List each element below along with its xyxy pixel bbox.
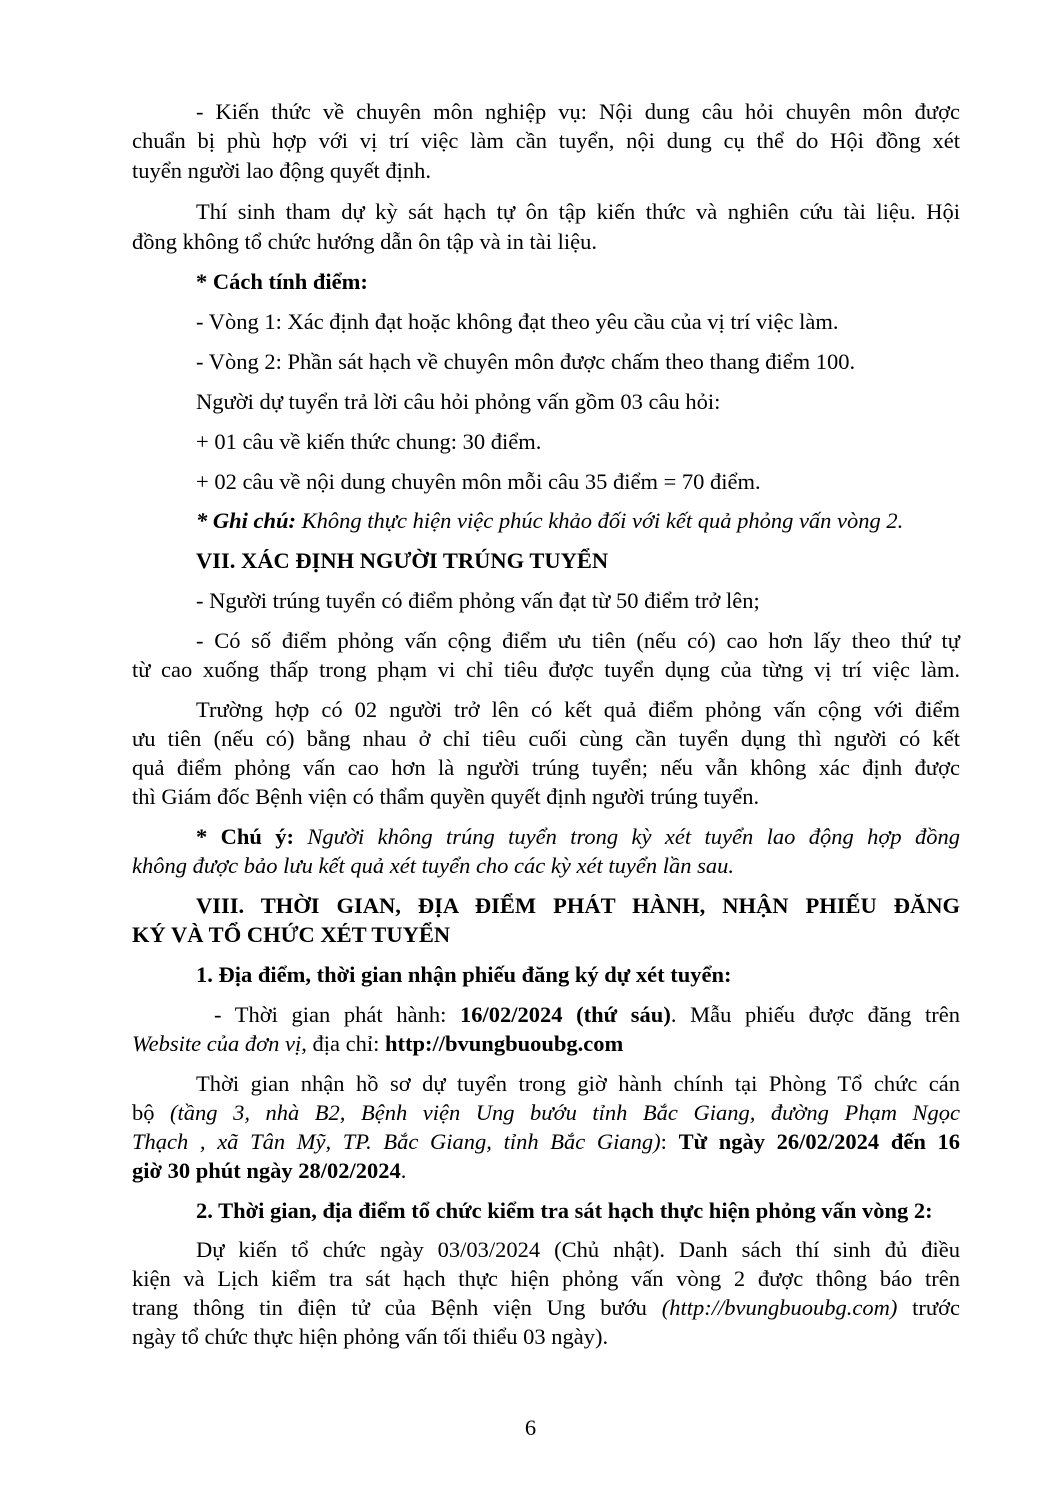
list-item: - Vòng 2: Phần sát hạch về chuyên môn được chấm theo thang điểm 100. — [196, 349, 856, 374]
deadline-text: Từ ngày 26/02/2024 đến 16 — [678, 1129, 960, 1154]
website-link[interactable]: http://bvungbuoubg.com — [385, 1031, 624, 1056]
paragraph-line: đồng không tổ chức hướng dẫn ôn tập và in tài liệu. — [132, 229, 597, 254]
attention-line: không được bảo lưu kết quả xét tuyển cho các kỳ xét tuyển lần sau. — [132, 853, 734, 878]
list-item: - Người trúng tuyển có điểm phỏng vấn đạt từ 50 điểm trở lên; — [196, 588, 760, 613]
website-link[interactable]: (http://bvungbuoubg.com) — [661, 1295, 898, 1320]
subsection-heading: 2. Thời gian, địa điểm tổ chức kiểm tra sát hạch thực hiện phỏng vấn vòng 2: — [196, 1198, 933, 1223]
list-item: - Có số điểm phỏng vấn cộng điểm ưu tiên (nếu có) cao hơn lấy theo thứ tự — [196, 628, 960, 653]
paragraph-line — [214, 1001, 960, 1030]
page-number: 6 — [524, 1415, 537, 1440]
text-run: : — [660, 1129, 679, 1154]
paragraph-line — [132, 1030, 623, 1059]
paragraph-line: chuẩn bị phù hợp với vị trí việc làm cần tuyển, nội dung cụ thể do Hội đồng xét — [132, 128, 960, 153]
paragraph-line: kiện và Lịch kiểm tra sát hạch thực hiện phỏng vấn vòng 2 được thông báo trên — [132, 1266, 960, 1291]
text-run: . — [400, 1158, 407, 1183]
paragraph-line: Trường hợp có 02 người trở lên có kết quả điểm phỏng vấn cộng với điểm — [196, 697, 960, 722]
paragraph-line: từ cao xuống thấp trong phạm vi chỉ tiêu được tuyển dụng của từng vị trí việc làm. — [132, 657, 960, 682]
section-subheading: * Cách tính điểm: — [196, 269, 368, 294]
attention-line — [196, 823, 960, 852]
paragraph-line: Người dự tuyển trả lời câu hỏi phỏng vấn gồm 03 câu hỏi: — [196, 389, 721, 414]
section-heading: KÝ VÀ TỔ CHỨC XÉT TUYỂN — [132, 922, 451, 947]
attention-label: * Chú ý: — [196, 824, 295, 849]
section-heading: VII. XÁC ĐỊNH NGƯỜI TRÚNG TUYỂN — [196, 548, 609, 573]
paragraph-line: Thời gian nhận hồ sơ dự tuyển trong giờ hành chính tại Phòng Tổ chức cán — [196, 1071, 960, 1096]
deadline-text: giờ 30 phút ngày 28/02/2024 — [132, 1158, 401, 1183]
paragraph-line — [132, 1294, 960, 1323]
paragraph-line: thì Giám đốc Bệnh viện có thẩm quyền quyết định người trúng tuyển. — [132, 784, 760, 809]
text-run: Website của đơn vị — [132, 1031, 302, 1056]
list-item: + 02 câu về nội dung chuyên môn mỗi câu 35 điểm = 70 điểm. — [196, 469, 761, 494]
text-run: trước — [897, 1295, 961, 1320]
text-run: . Mẫu phiếu được đăng trên — [670, 1002, 960, 1027]
subsection-heading: 1. Địa điểm, thời gian nhận phiếu đăng ký dự xét tuyển: — [196, 962, 732, 987]
note-line — [196, 507, 903, 536]
paragraph-line: Thí sinh tham dự kỳ sát hạch tự ôn tập kiến thức và nghiên cứu tài liệu. Hội — [196, 199, 960, 224]
paragraph-line: tuyển người lao động quyết định. — [132, 158, 432, 183]
paragraph-line: - Kiến thức về chuyên môn nghiệp vụ: Nội dung câu hỏi chuyên môn được — [196, 99, 960, 124]
paragraph-line — [132, 1099, 960, 1128]
paragraph-line: quả điểm phỏng vấn cao hơn là người trúng tuyển; nếu vẫn không xác định được — [132, 755, 960, 780]
text-run: , địa chỉ: — [301, 1031, 386, 1056]
address-text: Thạch , xã Tân Mỹ, TP. Bắc Giang, tỉnh Bắc Giang) — [132, 1129, 661, 1154]
list-item: + 01 câu về kiến thức chung: 30 điểm. — [196, 429, 542, 454]
section-heading: VIII. THỜI GIAN, ĐỊA ĐIỂM PHÁT HÀNH, NHẬN PHIẾU ĐĂNG — [196, 893, 960, 918]
address-text: (tầng 3, nhà B2, Bệnh viện Ung bướu tỉnh Bắc Giang, đường Phạm Ngọc — [170, 1100, 960, 1125]
paragraph-line: ưu tiên (nếu có) bằng nhau ở chỉ tiêu cuối cùng cần tuyển dụng thì người có kết — [132, 726, 960, 751]
note-text: Không thực hiện việc phúc khảo đối với kết quả phỏng vấn vòng 2. — [296, 508, 904, 533]
list-item: - Vòng 1: Xác định đạt hoặc không đạt theo yêu cầu của vị trí việc làm. — [196, 309, 839, 334]
attention-text: Người không trúng tuyển trong kỳ xét tuyển lao động hợp đồng — [294, 824, 960, 849]
note-label: * Ghi chú: — [196, 508, 297, 533]
paragraph-line — [132, 1128, 960, 1157]
paragraph-line: ngày tổ chức thực hiện phỏng vấn tối thiểu 03 ngày). — [132, 1324, 609, 1349]
paragraph-line: Dự kiến tổ chức ngày 03/03/2024 (Chủ nhật). Danh sách thí sinh đủ điều — [196, 1237, 960, 1262]
release-date: 16/02/2024 (thứ sáu) — [459, 1002, 671, 1027]
text-run: trang thông tin điện tử của Bệnh viện Ung bướu — [132, 1295, 662, 1320]
paragraph-line — [132, 1157, 406, 1186]
text-run: - Thời gian phát hành: — [214, 1002, 460, 1027]
text-run: bộ — [132, 1100, 171, 1125]
